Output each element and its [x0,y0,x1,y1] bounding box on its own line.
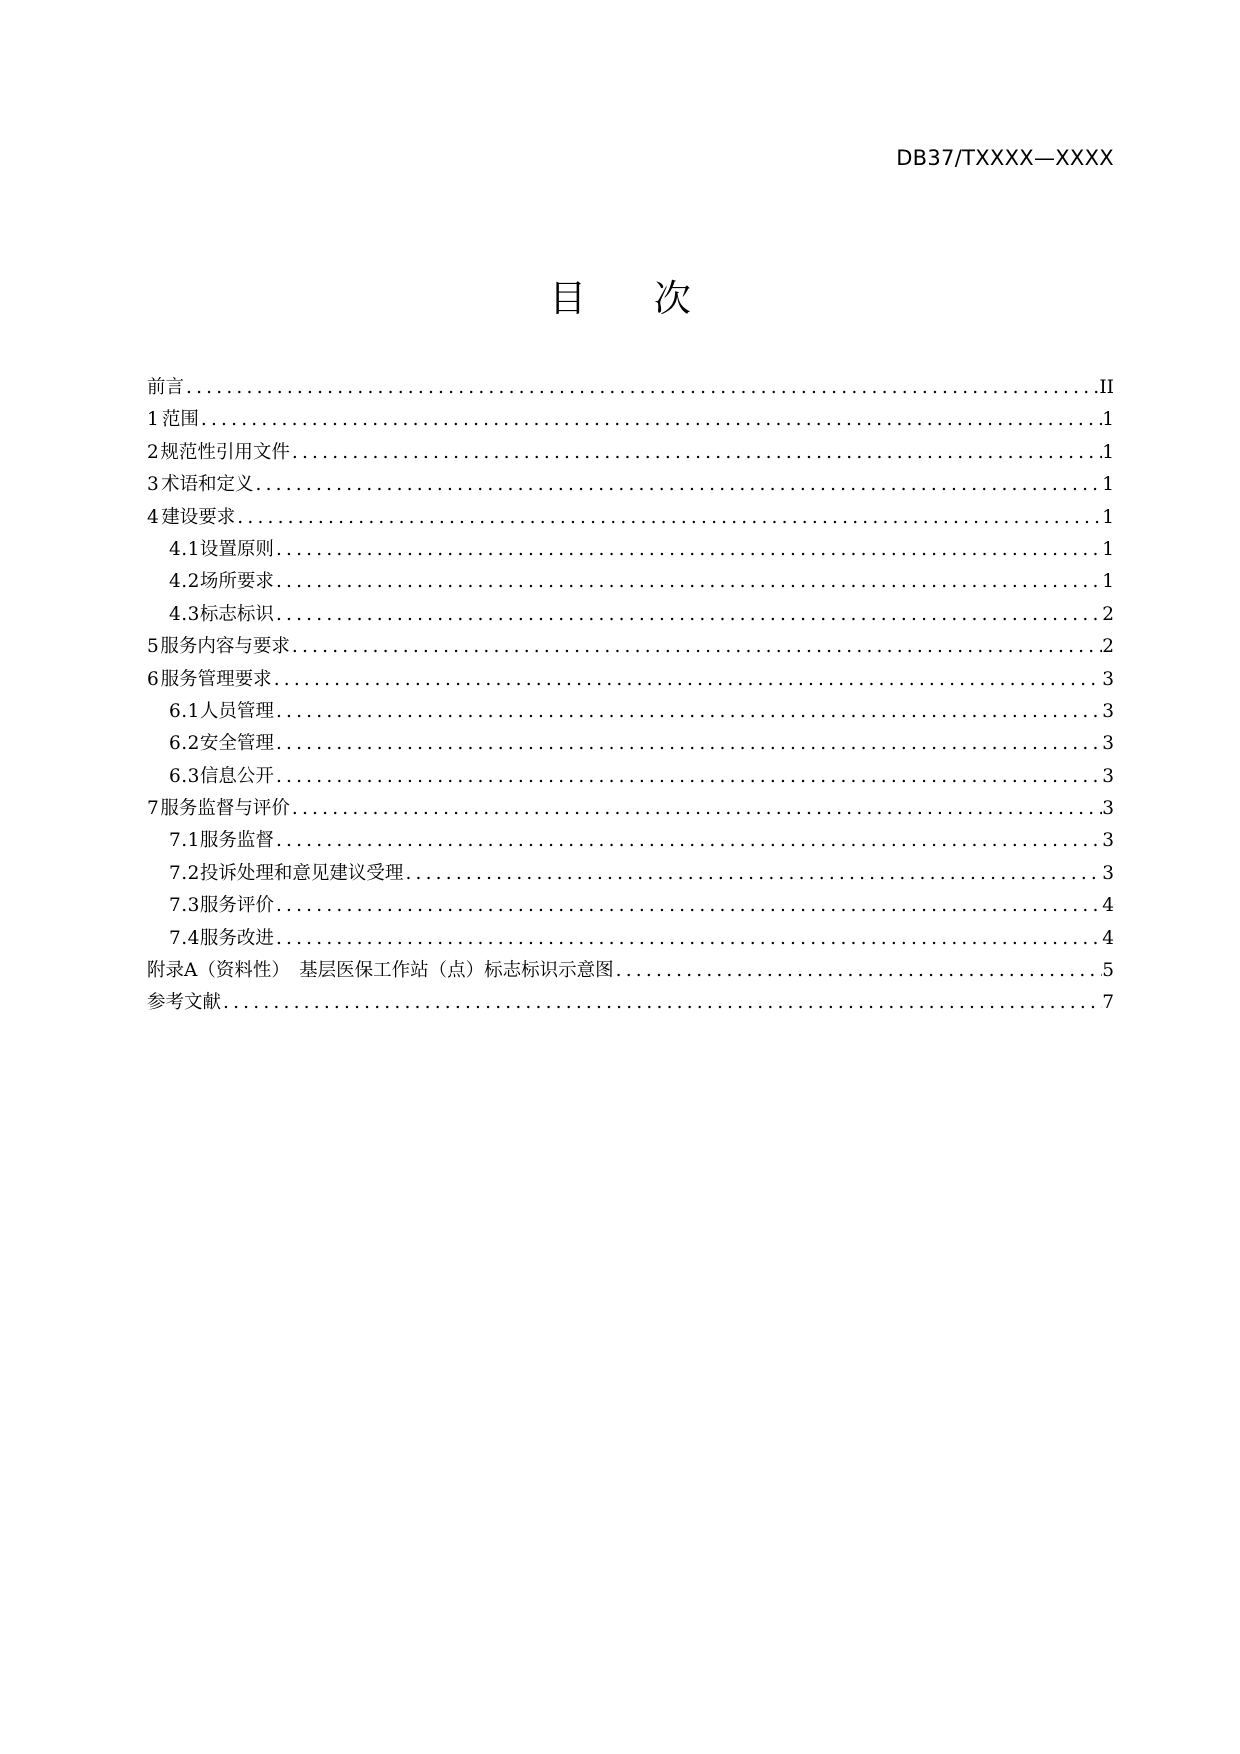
toc-dot-leader [274,928,1102,949]
toc-entry-title: 服务评价 [199,895,274,917]
toc-dot-leader [199,409,1102,430]
toc-entry[interactable] [147,924,1114,956]
toc-dot-leader [403,863,1102,884]
toc-entry-page: II [1099,377,1114,398]
toc-entry[interactable] [147,794,1114,826]
toc-entry-title: 投诉处理和意见建议受理 [199,862,404,884]
toc-entry-title: 前言 [147,377,185,398]
toc-entry[interactable] [147,470,1114,502]
toc-entry-number: 3 [147,474,159,496]
toc-dot-leader [274,604,1102,625]
toc-dot-leader [290,798,1102,819]
toc-entry[interactable] [147,891,1114,923]
toc-entry[interactable] [147,503,1114,535]
toc-entry-title: 服务改进 [199,927,274,949]
toc-entry[interactable] [147,535,1114,567]
toc-entry-page: 5 [1102,960,1114,982]
toc-entry-number: 4.2 [169,571,200,593]
toc-entry-page: 4 [1102,895,1114,917]
toc-dot-leader [290,442,1102,463]
toc-dot-leader [274,830,1102,851]
toc-dot-leader [274,766,1102,787]
toc-entry-number: 5 [147,636,159,658]
toc-entry-title: 服务监督 [199,830,274,852]
document-code: DB37/TXXXX—XXXX [896,146,1114,170]
toc-entry-title: 设置原则 [199,538,274,560]
toc-entry-page: 1 [1102,474,1114,496]
toc-entry[interactable] [147,438,1114,470]
toc-entry-title: 安全管理 [199,733,274,755]
toc-entry-number: 7.1 [169,830,200,852]
toc-entry[interactable] [147,373,1114,405]
toc-entry[interactable] [147,405,1114,437]
toc-entry[interactable] [147,665,1114,697]
toc-entry-number: 7.4 [169,927,200,949]
toc-entry-number: 6.1 [169,700,200,722]
toc-entry-title: 附录A（资料性） 基层医保工作站（点）标志标识示意图 [147,960,614,982]
toc-entry[interactable] [147,859,1114,891]
toc-entry-page: 3 [1102,765,1114,787]
toc-dot-leader [274,895,1102,916]
toc-entry-title: 术语和定义 [160,474,254,496]
toc-entry-title: 服务管理要求 [160,668,272,690]
toc-entry-page: 3 [1102,733,1114,755]
toc-entry-page: 1 [1102,409,1114,431]
toc-entry-page: 2 [1102,603,1114,625]
toc-title: 目 次 [549,277,719,320]
toc-entry[interactable] [147,567,1114,599]
toc-dot-leader [272,669,1103,690]
toc-entry-number: 4.1 [169,538,200,560]
toc-entry-number: 6 [147,668,159,690]
toc-dot-leader [614,960,1103,981]
toc-entry-number: 6.3 [169,765,200,787]
toc-entry-title: 场所要求 [199,571,274,593]
toc-entry-number: 2 [147,441,159,463]
toc-entry[interactable] [147,762,1114,794]
toc-entry-page: 3 [1102,862,1114,884]
toc-entry[interactable] [147,988,1114,1020]
toc-entry-page: 1 [1102,506,1114,528]
toc-entry-title: 服务监督与评价 [160,798,290,820]
toc-entry-page: 1 [1102,538,1114,560]
toc-dot-leader [221,992,1102,1013]
toc-entry[interactable] [147,697,1114,729]
toc-entry-page: 4 [1102,927,1114,949]
toc-entry-page: 1 [1102,571,1114,593]
toc-entry-page: 3 [1102,830,1114,852]
toc-entry-page: 3 [1102,700,1114,722]
toc-entry-page: 3 [1102,668,1114,690]
toc-entry-number: 4 [147,506,159,528]
toc-dot-leader [184,377,1099,398]
toc-entry-page: 7 [1102,992,1114,1014]
toc-entry[interactable] [147,826,1114,858]
toc-entry-page: 1 [1102,441,1114,463]
toc-entry-title: 建设要求 [161,506,236,528]
toc-entry-page: 2 [1102,636,1114,658]
toc-entry[interactable] [147,956,1114,988]
toc-entry-title: 范围 [161,409,199,431]
toc-entry-number: 7 [147,798,159,820]
toc-entry-title: 服务内容与要求 [160,636,290,658]
toc-entry-title: 信息公开 [199,765,274,787]
toc-dot-leader [274,701,1102,722]
toc-dot-leader [274,539,1102,560]
toc-entry-number: 1 [147,409,159,431]
toc-dot-leader [235,507,1102,528]
toc-dot-leader [274,571,1102,592]
toc-entry-title: 人员管理 [199,700,274,722]
toc-entry-number: 7.3 [169,895,200,917]
toc-entry-title: 规范性引用文件 [160,441,290,463]
toc-dot-leader [253,474,1102,495]
toc-entry-title: 参考文献 [147,992,222,1014]
toc-entry[interactable] [147,600,1114,632]
toc-entry-number: 7.2 [169,862,200,884]
toc-entry-number: 4.3 [169,603,200,625]
toc-entry-number: 6.2 [169,733,200,755]
toc-dot-leader [274,733,1102,754]
toc-entry[interactable] [147,632,1114,664]
toc-entry-page: 3 [1102,798,1114,820]
toc-entry[interactable] [147,729,1114,761]
toc-dot-leader [290,636,1102,657]
table-of-contents [147,373,1114,1021]
toc-entry-title: 标志标识 [199,603,274,625]
